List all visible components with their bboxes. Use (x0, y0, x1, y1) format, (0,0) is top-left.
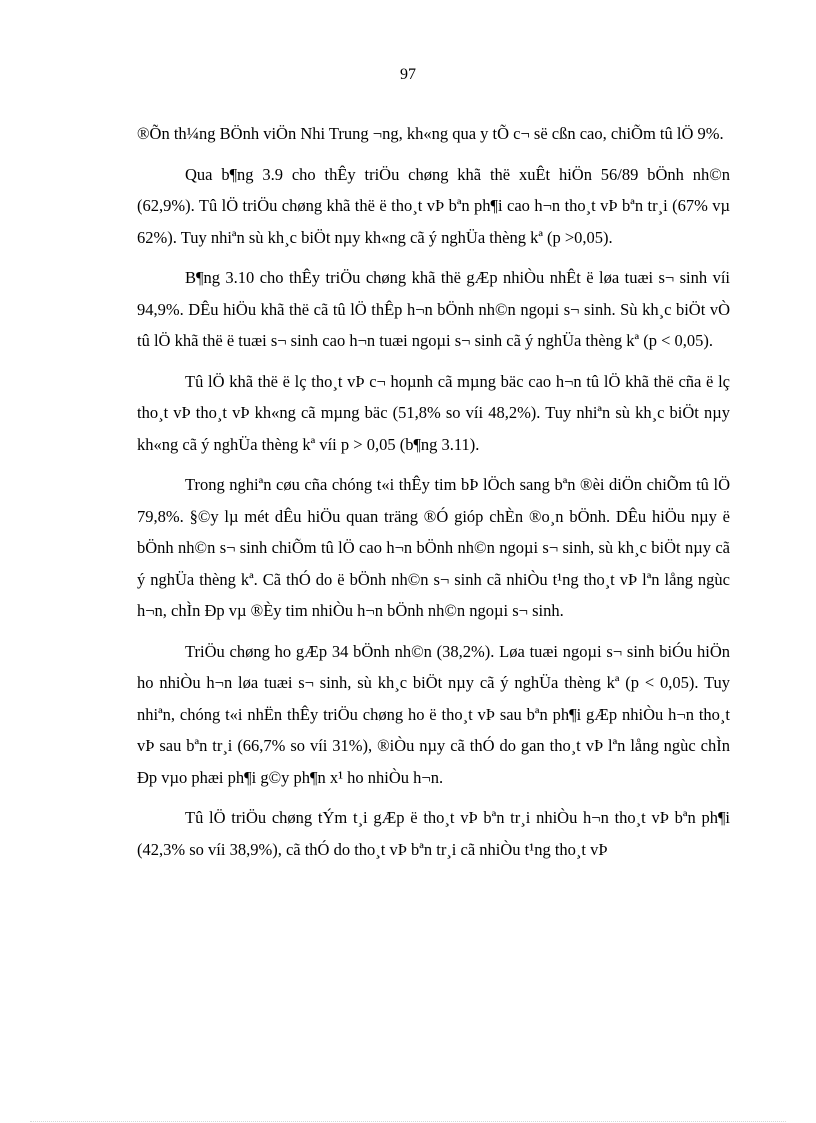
paragraph: Trong nghiªn cøu cña chóng t«i thÊy tim bÞ lÖch sang bªn ®èi diÖn chiÕm tû lÖ 79,8%. §©y lµ mét dÊu hiÖu quan träng ®Ó gióp chÈn ®o¸n bÖnh. DÊu hiÖu nµy ë bÖnh nh©n s¬ sinh chiÕm tû lÖ cao h¬n bÖnh nh©n ngoµi s¬ sinh, sù kh¸c biÖt nµy cã ý nghÜa thèng kª. Cã thÓ do ë bÖnh nh©n s¬ sinh cã nhiÒu t¹ng tho¸t vÞ lªn lång ngùc h¬n, chÌn Ðp vµ ®Èy tim nhiÒu h¬n bÖnh nh©n ngoµi s¬ sinh. (137, 475, 730, 620)
body-text (137, 118, 730, 874)
paragraph: B¶ng 3.10 cho thÊy triÖu chøng khã thë gÆp nhiÒu nhÊt ë løa tuæi s¬ sinh víi 94,9%. DÊu hiÖu khã thë cã tû lÖ thÊp h¬n bÖnh nh©n ngoµi s¬ sinh. Sù kh¸c biÖt vÒ tû lÖ khã thë ë tuæi s¬ sinh cao h¬n tuæi ngoµi s¬ sinh cã ý nghÜa thèng kª (p < 0,05). (137, 268, 730, 350)
paragraph: TriÖu chøng ho gÆp 34 bÖnh nh©n (38,2%). Løa tuæi ngoµi s¬ sinh biÓu hiÖn ho nhiÒu h¬n løa tuæi s¬ sinh, sù kh¸c biÖt nµy cã ý nghÜa thèng kª (p < 0,05). Tuy nhiªn, chóng t«i nhËn thÊy triÖu chøng ho ë tho¸t vÞ sau bªn ph¶i gÆp nhiÒu h¬n tho¸t vÞ sau bªn tr¸i (66,7% so víi 31%), ®iÒu nµy cã thÓ do gan tho¸t vÞ lªn lång ngùc chÌn Ðp vµo phæi ph¶i g©y ph¶n x¹ ho nhiÒu h¬n. (137, 641, 730, 787)
bottom-divider (30, 1121, 786, 1122)
paragraph: Qua b¶ng 3.9 cho thÊy triÖu chøng khã thë xuÊt hiÖn 56/89 bÖnh nh©n (62,9%). Tû lÖ triÖu chøng khã thë ë tho¸t vÞ bªn ph¶i cao h¬n tho¸t vÞ bªn tr¸i (67% vµ 62%). Tuy nhiªn sù kh¸c biÖt nµy kh«ng cã ý nghÜa thèng kª (p >0,05). (137, 164, 730, 247)
paragraph: Tû lÖ triÖu chøng tÝm t¸i gÆp ë tho¸t vÞ bªn tr¸i nhiÒu h¬n tho¸t vÞ bªn ph¶i (42,3% so víi 38,9%), cã thÓ do tho¸t vÞ bªn tr¸i cã nhiÒu t¹ng tho¸t vÞ (137, 808, 730, 859)
paragraph: ®Õn th¼ng BÖnh viÖn Nhi Trung ¬ng, kh«ng qua y tÕ c¬ së cßn cao, chiÕm tû lÖ 9%. (137, 124, 724, 143)
paragraph: Tû lÖ khã thë ë lç tho¸t vÞ c¬ hoµnh cã mµng bäc cao h¬n tû lÖ khã thë cña ë lç tho¸t vÞ tho¸t vÞ kh«ng cã mµng bäc (51,8% so víi 48,2%). Tuy nhiªn sù kh¸c biÖt nµy kh«ng cã ý nghÜa thèng kª víi p > 0,05 (b¶ng 3.11). (137, 371, 730, 454)
page-number: 97 (400, 66, 416, 83)
